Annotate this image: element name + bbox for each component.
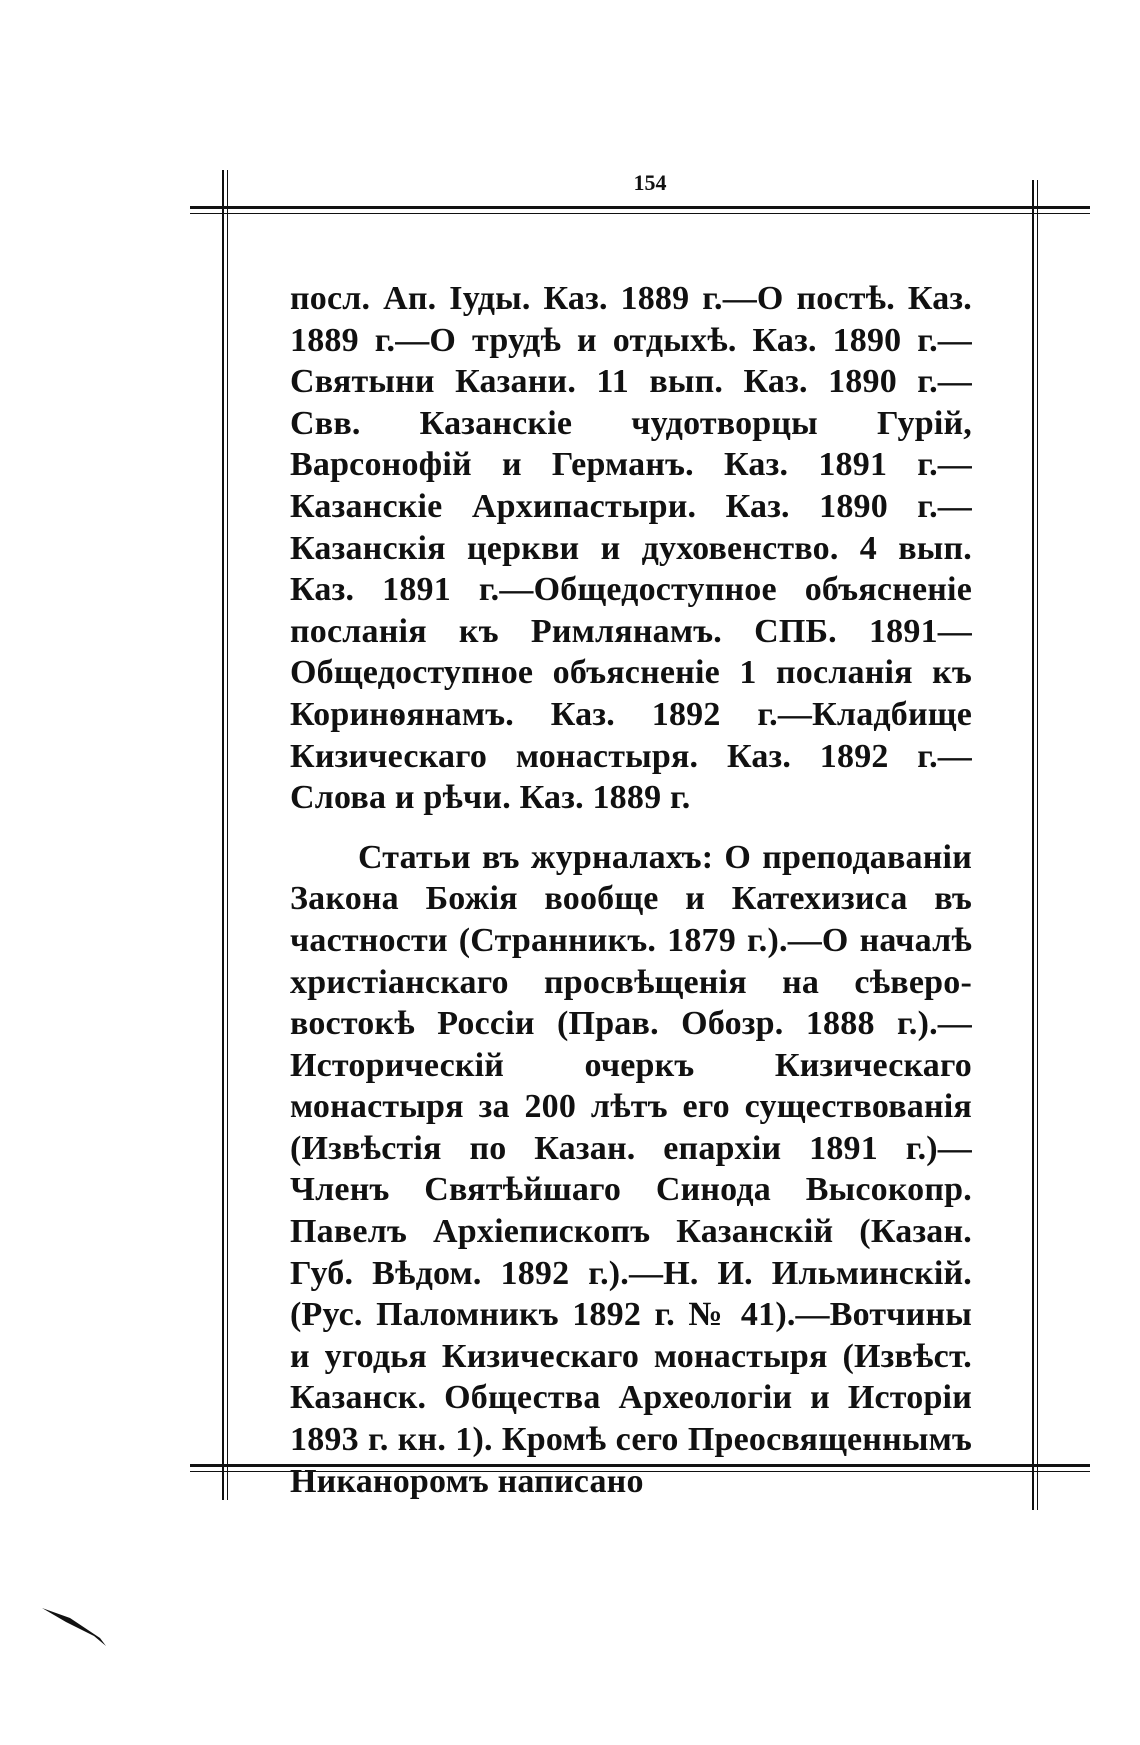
frame-left-rule-thin bbox=[227, 170, 228, 1500]
text-block bbox=[290, 278, 972, 1502]
frame-right-rule-thin bbox=[1037, 180, 1038, 1510]
scan-smudge-mark bbox=[40, 1600, 110, 1650]
frame-right-rule bbox=[1032, 180, 1034, 1510]
frame-left-rule bbox=[222, 170, 224, 1500]
page-number: 154 bbox=[633, 170, 667, 195]
frame-top-rule-thin bbox=[190, 213, 1090, 214]
paragraph-2: Статьи въ журналахъ: О преподаваніи Закона Божія вообще и Катехизиса въ частности (Странникъ. 1879 г.).—О началѣ христіанскаго просвѣщенія на сѣверо-востокѣ Россіи (Прав. Обозр. 1888 г.).—Историческій очеркъ Кизическаго монастыря за 200 лѣтъ его существованія (Извѣстія по Казан. епархіи 1891 г.)—Членъ Святѣйшаго Синода Высокопр. Павелъ Архіепископъ Казанскій (Казан. Губ. Вѣдом. 1892 г.).—Н. И. Ильминскій. (Рус. Паломникъ 1892 г. № 41).—Вотчины и угодья Кизическаго монастыря (Извѣст. Казанск. Общества Археологіи и Исторіи 1893 г. кн. 1). Кромѣ сего Преосвященнымъ Никаноромъ написано bbox=[290, 838, 972, 1500]
frame-top-rule bbox=[190, 206, 1090, 209]
paragraph-1: посл. Ап. Іуды. Каз. 1889 г.—О постѣ. Каз. 1889 г.—О трудѣ и отдыхѣ. Каз. 1890 г.—Святыни Казани. 11 вып. Каз. 1890 г.—Свв. Казанскіе чудотворцы Гурій, Варсонофій и Германъ. Каз. 1891 г.—Казанскіе Архипастыри. Каз. 1890 г.—Казанскія церкви и духовенство. 4 вып. Каз. 1891 г.—Общедоступное объясненіе посланія къ Римлянамъ. СПБ. 1891—Общедоступное объясненіе 1 посланія къ Коринѳянамъ. Каз. 1892 г.—Кладбище Кизическаго монастыря. Каз. 1892 г.—Слова и рѣчи. Каз. 1889 г. bbox=[290, 280, 972, 817]
